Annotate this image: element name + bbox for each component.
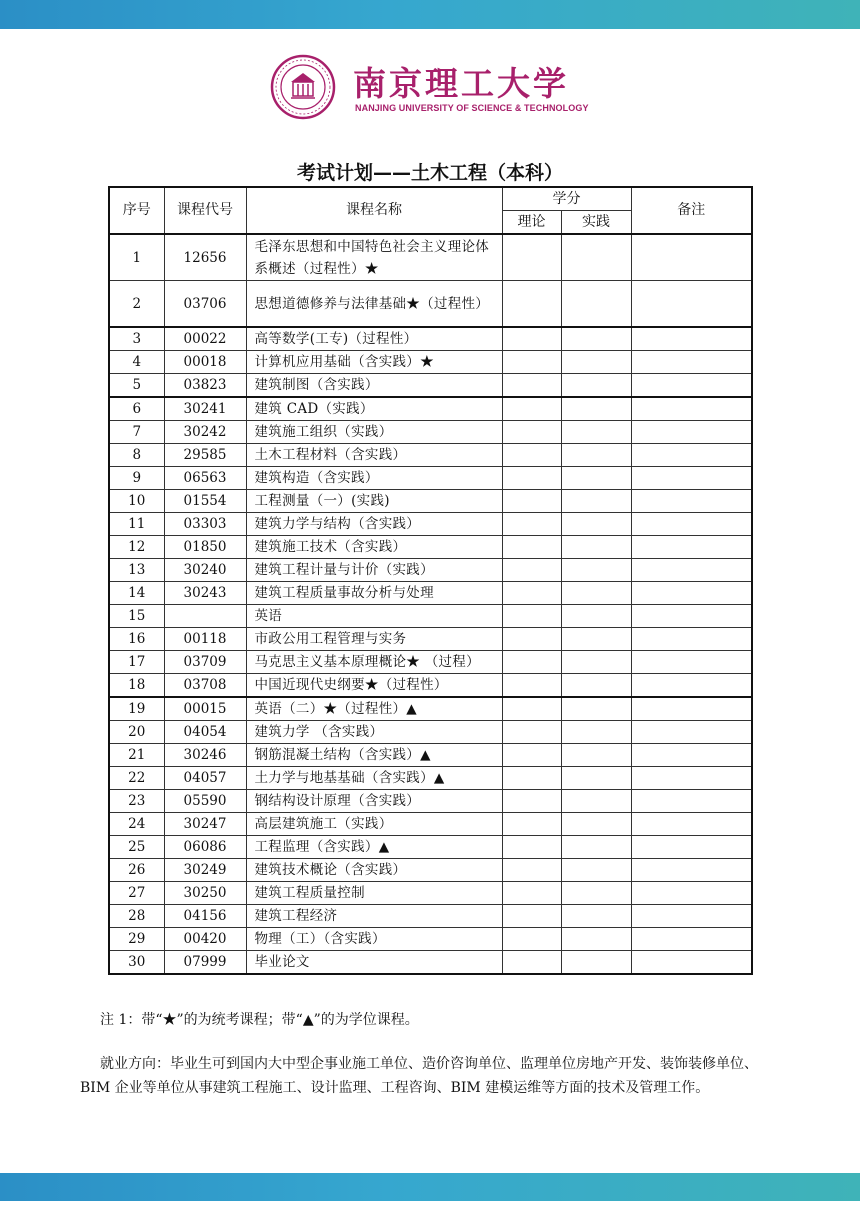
cell-seq: 10 — [109, 490, 164, 513]
cell-theory — [502, 882, 561, 905]
cell-code: 00022 — [164, 327, 246, 351]
cell-practice — [561, 767, 631, 790]
cell-theory — [502, 697, 561, 721]
cell-practice — [561, 559, 631, 582]
cell-practice — [561, 721, 631, 744]
cell-practice — [561, 444, 631, 467]
cell-name: 英语（二）★（过程性）▲ — [246, 697, 502, 721]
cell-practice — [561, 582, 631, 605]
cell-remark — [631, 744, 752, 767]
cell-code: 30242 — [164, 421, 246, 444]
cell-practice — [561, 421, 631, 444]
cell-remark — [631, 721, 752, 744]
cell-practice — [561, 397, 631, 421]
cell-code — [164, 605, 246, 628]
table-row — [109, 467, 752, 490]
cell-code: 01554 — [164, 490, 246, 513]
cell-practice — [561, 628, 631, 651]
cell-code: 06086 — [164, 836, 246, 859]
table-body — [109, 234, 752, 974]
cell-theory — [502, 582, 561, 605]
table-row — [109, 767, 752, 790]
cell-theory — [502, 559, 561, 582]
cell-remark — [631, 582, 752, 605]
cell-name: 工程监理（含实践）▲ — [246, 836, 502, 859]
cell-seq: 4 — [109, 351, 164, 374]
university-logo — [269, 54, 589, 120]
cell-code: 30250 — [164, 882, 246, 905]
cell-name: 计算机应用基础（含实践）★ — [246, 351, 502, 374]
cell-practice — [561, 374, 631, 398]
cell-practice — [561, 490, 631, 513]
cell-remark — [631, 351, 752, 374]
cell-code: 05590 — [164, 790, 246, 813]
cell-code: 12656 — [164, 234, 246, 281]
exam-plan-table — [108, 186, 753, 975]
cell-code: 29585 — [164, 444, 246, 467]
cell-name: 高层建筑施工（实践） — [246, 813, 502, 836]
cell-theory — [502, 351, 561, 374]
cell-remark — [631, 513, 752, 536]
cell-theory — [502, 674, 561, 698]
cell-theory — [502, 327, 561, 351]
cell-name: 建筑技术概论（含实践） — [246, 859, 502, 882]
cell-seq: 23 — [109, 790, 164, 813]
cell-name: 土力学与地基基础（含实践）▲ — [246, 767, 502, 790]
cell-practice — [561, 513, 631, 536]
table-row — [109, 559, 752, 582]
cell-remark — [631, 467, 752, 490]
cell-seq: 30 — [109, 951, 164, 975]
cell-theory — [502, 951, 561, 975]
header-theory: 理论 — [502, 211, 561, 235]
table-row — [109, 951, 752, 975]
cell-remark — [631, 790, 752, 813]
cell-remark — [631, 674, 752, 698]
table-row — [109, 721, 752, 744]
table-row — [109, 628, 752, 651]
cell-theory — [502, 859, 561, 882]
cell-name: 物理（工）（含实践） — [246, 928, 502, 951]
table-row — [109, 905, 752, 928]
cell-code: 30246 — [164, 744, 246, 767]
cell-name: 钢筋混凝土结构（含实践）▲ — [246, 744, 502, 767]
cell-seq: 22 — [109, 767, 164, 790]
table-row — [109, 697, 752, 721]
cell-theory — [502, 628, 561, 651]
cell-seq: 14 — [109, 582, 164, 605]
cell-practice — [561, 928, 631, 951]
cell-name: 思想道德修养与法律基础★（过程性） — [246, 281, 502, 328]
cell-remark — [631, 327, 752, 351]
table-row — [109, 605, 752, 628]
cell-practice — [561, 327, 631, 351]
cell-practice — [561, 882, 631, 905]
cell-remark — [631, 928, 752, 951]
table-row — [109, 928, 752, 951]
table-row — [109, 444, 752, 467]
table-row — [109, 397, 752, 421]
cell-theory — [502, 836, 561, 859]
cell-code: 30241 — [164, 397, 246, 421]
cell-seq: 29 — [109, 928, 164, 951]
cell-name: 建筑构造（含实践） — [246, 467, 502, 490]
table-row — [109, 421, 752, 444]
cell-name: 建筑工程质量事故分析与处理 — [246, 582, 502, 605]
cell-seq: 18 — [109, 674, 164, 698]
cell-theory — [502, 374, 561, 398]
cell-seq: 20 — [109, 721, 164, 744]
cell-seq: 5 — [109, 374, 164, 398]
cell-seq: 28 — [109, 905, 164, 928]
cell-name: 建筑力学与结构（含实践） — [246, 513, 502, 536]
cell-remark — [631, 813, 752, 836]
cell-code: 00118 — [164, 628, 246, 651]
cell-name: 建筑工程经济 — [246, 905, 502, 928]
table-row — [109, 234, 752, 281]
cell-name: 土木工程材料（含实践） — [246, 444, 502, 467]
cell-name: 中国近现代史纲要★（过程性） — [246, 674, 502, 698]
table-row — [109, 882, 752, 905]
cell-practice — [561, 351, 631, 374]
table-row — [109, 836, 752, 859]
cell-theory — [502, 721, 561, 744]
cell-theory — [502, 513, 561, 536]
table-row — [109, 651, 752, 674]
cell-remark — [631, 882, 752, 905]
cell-remark — [631, 281, 752, 328]
logo-chinese-name: 南京理工大学 — [353, 64, 569, 103]
cell-practice — [561, 813, 631, 836]
table-row — [109, 490, 752, 513]
cell-remark — [631, 490, 752, 513]
cell-theory — [502, 421, 561, 444]
top-decorative-bar — [0, 0, 860, 29]
cell-seq: 15 — [109, 605, 164, 628]
cell-practice — [561, 467, 631, 490]
cell-seq: 8 — [109, 444, 164, 467]
cell-name: 钢结构设计原理（含实践） — [246, 790, 502, 813]
table-row — [109, 281, 752, 328]
cell-name: 建筑制图（含实践） — [246, 374, 502, 398]
cell-remark — [631, 697, 752, 721]
cell-seq: 13 — [109, 559, 164, 582]
cell-name: 建筑工程质量控制 — [246, 882, 502, 905]
cell-practice — [561, 536, 631, 559]
table-row — [109, 374, 752, 398]
cell-code: 04057 — [164, 767, 246, 790]
cell-name: 工程测量（一）(实践) — [246, 490, 502, 513]
university-seal-icon — [269, 54, 337, 120]
cell-theory — [502, 397, 561, 421]
cell-theory — [502, 467, 561, 490]
cell-remark — [631, 859, 752, 882]
cell-seq: 26 — [109, 859, 164, 882]
header-credit: 学分 — [502, 187, 631, 211]
header-code: 课程代号 — [164, 187, 246, 234]
table-row — [109, 513, 752, 536]
cell-theory — [502, 605, 561, 628]
cell-seq: 17 — [109, 651, 164, 674]
cell-code: 03823 — [164, 374, 246, 398]
cell-practice — [561, 744, 631, 767]
page-title: 考试计划——土木工程（本科） — [296, 162, 563, 184]
header-remark: 备注 — [631, 187, 752, 234]
cell-code: 03708 — [164, 674, 246, 698]
cell-theory — [502, 744, 561, 767]
cell-remark — [631, 374, 752, 398]
cell-seq: 2 — [109, 281, 164, 328]
bottom-decorative-bar — [0, 1173, 860, 1201]
table-row — [109, 582, 752, 605]
cell-code: 01850 — [164, 536, 246, 559]
cell-remark — [631, 628, 752, 651]
cell-practice — [561, 234, 631, 281]
cell-code: 04156 — [164, 905, 246, 928]
cell-code: 30243 — [164, 582, 246, 605]
cell-practice — [561, 836, 631, 859]
cell-name: 高等数学(工专)（过程性） — [246, 327, 502, 351]
cell-theory — [502, 651, 561, 674]
cell-code: 30240 — [164, 559, 246, 582]
table-row — [109, 744, 752, 767]
cell-name: 建筑力学 （含实践） — [246, 721, 502, 744]
cell-code: 30247 — [164, 813, 246, 836]
cell-remark — [631, 767, 752, 790]
cell-theory — [502, 234, 561, 281]
table-row — [109, 536, 752, 559]
table-row — [109, 790, 752, 813]
cell-seq: 27 — [109, 882, 164, 905]
cell-practice — [561, 674, 631, 698]
cell-theory — [502, 767, 561, 790]
cell-practice — [561, 697, 631, 721]
cell-theory — [502, 905, 561, 928]
cell-theory — [502, 444, 561, 467]
cell-name: 建筑工程计量与计价（实践） — [246, 559, 502, 582]
cell-code: 03303 — [164, 513, 246, 536]
header-name: 课程名称 — [246, 187, 502, 234]
cell-code: 30249 — [164, 859, 246, 882]
table-row — [109, 859, 752, 882]
cell-name: 建筑施工组织（实践） — [246, 421, 502, 444]
cell-practice — [561, 951, 631, 975]
table-row — [109, 351, 752, 374]
cell-theory — [502, 790, 561, 813]
cell-seq: 11 — [109, 513, 164, 536]
cell-remark — [631, 605, 752, 628]
cell-remark — [631, 651, 752, 674]
cell-seq: 19 — [109, 697, 164, 721]
header-seq: 序号 — [109, 187, 164, 234]
cell-theory — [502, 928, 561, 951]
cell-seq: 3 — [109, 327, 164, 351]
cell-remark — [631, 836, 752, 859]
cell-remark — [631, 951, 752, 975]
cell-code: 00018 — [164, 351, 246, 374]
cell-code: 00015 — [164, 697, 246, 721]
cell-seq: 12 — [109, 536, 164, 559]
table-row — [109, 327, 752, 351]
cell-seq: 25 — [109, 836, 164, 859]
cell-code: 06563 — [164, 467, 246, 490]
cell-seq: 6 — [109, 397, 164, 421]
cell-remark — [631, 234, 752, 281]
cell-name: 建筑施工技术（含实践） — [246, 536, 502, 559]
cell-practice — [561, 281, 631, 328]
career-direction: 就业方向：毕业生可到国内大中型企事业施工单位、造价咨询单位、监理单位房地产开发、装饰装修单位、BIM 企业等单位从事建筑工程施工、设计监理、工程咨询、BIM 建模运维等方面的技术及管理工作。 — [80, 1056, 758, 1096]
cell-remark — [631, 905, 752, 928]
cell-name: 毛泽东思想和中国特色社会主义理论体系概述（过程性）★ — [246, 234, 502, 281]
cell-code: 00420 — [164, 928, 246, 951]
cell-seq: 1 — [109, 234, 164, 281]
cell-practice — [561, 859, 631, 882]
cell-name: 建筑 CAD（实践） — [246, 397, 502, 421]
table-row — [109, 674, 752, 698]
cell-code: 07999 — [164, 951, 246, 975]
cell-name: 市政公用工程管理与实务 — [246, 628, 502, 651]
cell-theory — [502, 281, 561, 328]
cell-practice — [561, 651, 631, 674]
cell-name: 英语 — [246, 605, 502, 628]
footnote: 注 1：带“★”的为统考课程；带“▲”的为学位课程。 — [100, 1012, 419, 1028]
cell-remark — [631, 444, 752, 467]
logo-english-name: NANJING UNIVERSITY OF SCIENCE & TECHNOLOGY — [355, 103, 589, 113]
cell-seq: 21 — [109, 744, 164, 767]
cell-theory — [502, 813, 561, 836]
cell-code: 04054 — [164, 721, 246, 744]
cell-remark — [631, 397, 752, 421]
cell-name: 马克思主义基本原理概论★ （过程） — [246, 651, 502, 674]
cell-code: 03706 — [164, 281, 246, 328]
cell-seq: 9 — [109, 467, 164, 490]
cell-seq: 7 — [109, 421, 164, 444]
cell-practice — [561, 905, 631, 928]
cell-seq: 24 — [109, 813, 164, 836]
cell-seq: 16 — [109, 628, 164, 651]
cell-theory — [502, 536, 561, 559]
cell-remark — [631, 559, 752, 582]
cell-theory — [502, 490, 561, 513]
cell-practice — [561, 790, 631, 813]
cell-code: 03709 — [164, 651, 246, 674]
cell-remark — [631, 421, 752, 444]
table-row — [109, 813, 752, 836]
cell-remark — [631, 536, 752, 559]
cell-practice — [561, 605, 631, 628]
cell-name: 毕业论文 — [246, 951, 502, 975]
header-practice: 实践 — [561, 211, 631, 235]
